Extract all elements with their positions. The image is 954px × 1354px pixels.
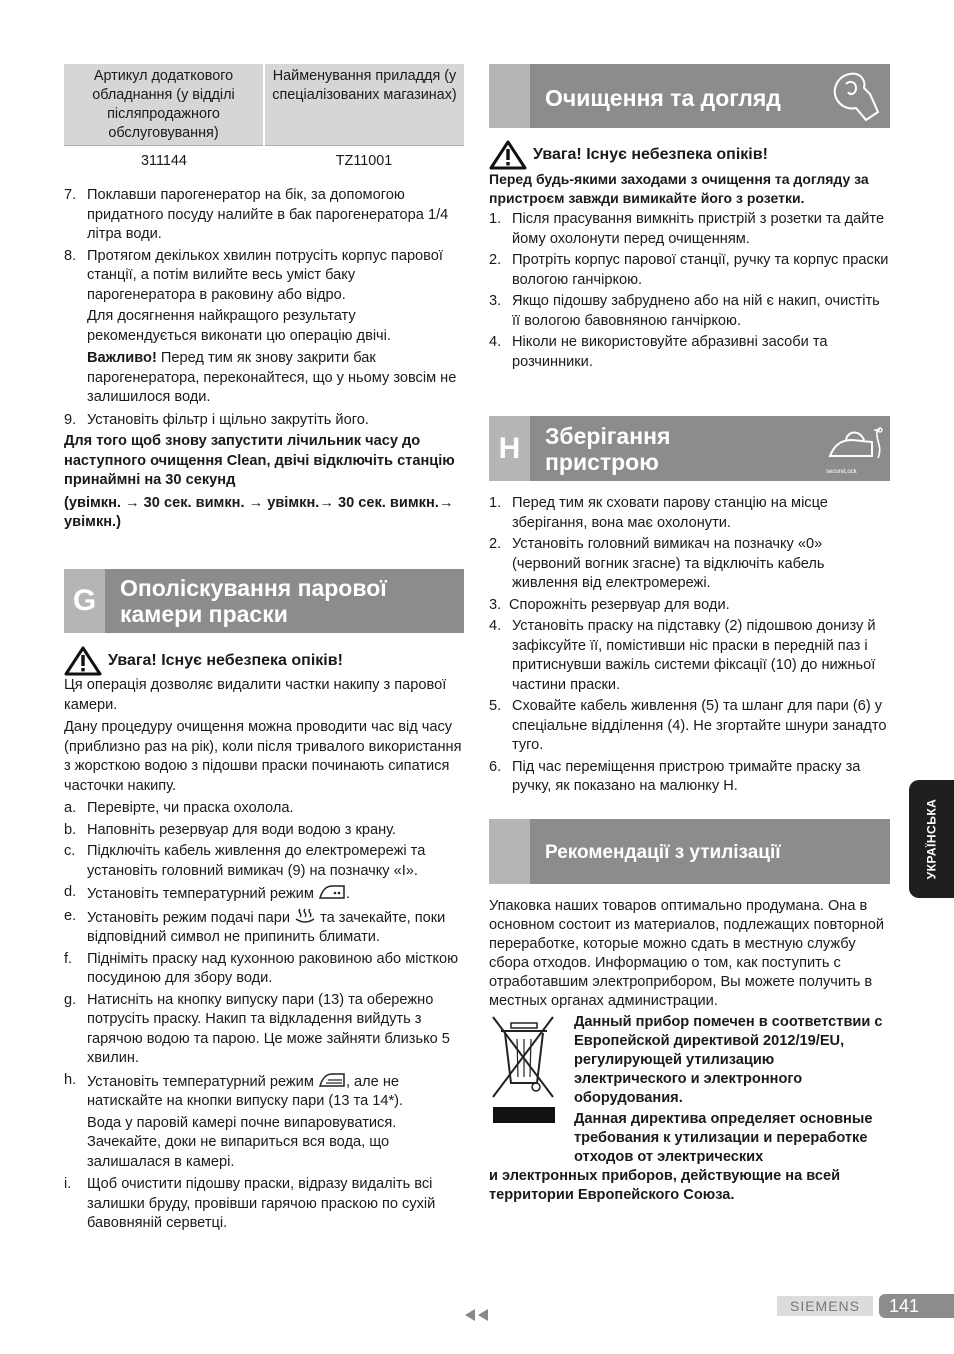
section-header-g bbox=[64, 569, 464, 633]
section-letter: H bbox=[489, 416, 530, 481]
section-title: Очищення та догляд bbox=[545, 85, 781, 111]
page-navigation[interactable] bbox=[464, 1308, 490, 1322]
directive-requirements: Данная директива определяет основные требования к утилизации и переработке отходов от электрических bbox=[574, 1111, 873, 1165]
list-item: b. Наповніть резервуар для води водою з крану. bbox=[64, 821, 397, 838]
counter-reset-note: Для того щоб знову запустити лічильник часу до наступного очищення Clean, двічі відключіть станцію принаймні на 30 секунд bbox=[64, 433, 455, 488]
list-item: 3. Спорожніть резервуар для води. bbox=[489, 596, 730, 613]
section-header-disposal bbox=[489, 819, 890, 884]
list-item: h. Установіть температурний режим , але не натискайте на кнопки випуску пари (13 та 14*). bbox=[64, 1071, 404, 1109]
warning-triangle-icon bbox=[489, 140, 527, 170]
weee-symbol bbox=[489, 1013, 574, 1167]
list-item: i. Щоб очистити підошву праски, відразу видаліть всі залишки бруду, провівши гарячою праскою по сухій бавовняній серветці. bbox=[64, 1176, 436, 1231]
list-item: 1. Перед тим як сховати парову станцію на місце зберігання, вона має охолонути. bbox=[489, 495, 828, 531]
list-item: 5. Сховайте кабель живлення (5) та шланг для пари (6) у спеціальне відділення (4). Не згортайте шнури занадто туго. bbox=[489, 698, 887, 753]
hand-wipe-icon bbox=[826, 68, 884, 124]
list-item: 6. Під час переміщення пристрою тримайте праску за ручку, як показано на малюнку H. bbox=[489, 758, 861, 794]
weee-directive-note: Данный прибор помечен в соответствии с Европейской директивой 2012/19/EU, регулирующей утилизацию электрического и электронного оборудования. bbox=[574, 1014, 883, 1106]
burn-warning: Увага! Існує небезпека опіків! bbox=[64, 646, 464, 676]
list-item: 4. Ніколи не використовуйте абразивні засоби та розчинники. bbox=[489, 334, 828, 370]
paragraph: Ця операція дозволяє видалити частки накипу з парової камери. bbox=[64, 677, 447, 713]
warning-triangle-icon bbox=[64, 646, 102, 676]
important-note: Важливо! Перед тим як знову закрити бак парогенератора, переконайтеся, що у ньому зовсім не залишилося води. bbox=[87, 350, 457, 405]
section-title: Рекомендації з утилізації bbox=[545, 842, 781, 863]
brand-label: SIEMENS bbox=[777, 1296, 873, 1316]
table-cell-article: 311144 bbox=[64, 146, 264, 176]
list-item: 8. Протягом декількох хвилин потрусіть корпус парової станції, а потім вилийте весь уміст баку парогенератора в раковину або відро. bbox=[64, 247, 443, 303]
cleaning-section bbox=[489, 140, 890, 374]
accessory-table bbox=[64, 64, 464, 175]
language-tab: УКРАЇНСЬКА bbox=[909, 780, 954, 898]
list-item: 7. Поклавши парогенератор на бік, за допомогою придатного посуду налийте в бак парогенератора 1/4 літра води. bbox=[64, 187, 449, 242]
list-item: a. Перевірте, чи праска охолола. bbox=[64, 800, 294, 816]
list-item: 2. Протріть корпус парової станції, ручку та корпус праски вологою ганчіркою. bbox=[489, 252, 889, 288]
double-triangle-back-icon[interactable] bbox=[464, 1308, 490, 1322]
disposal-section bbox=[489, 897, 890, 1208]
list-item: c. Підключіть кабель живлення до електромережі та установіть головний вимикач (9) на позначку «I». bbox=[64, 843, 426, 879]
table-header-name: Найменування приладдя (у спеціалізованих магазинах) bbox=[264, 64, 464, 146]
list-item: g. Натисніть на кнопку випуску пари (13) та обережно потрусіть праску. Накип та відкладення вийдуть з гарячою водою та парою. Це може зайняти близько 5 хвилин. bbox=[64, 991, 450, 1066]
section-title: Зберігання пристрою bbox=[545, 423, 671, 475]
section-header-cleaning bbox=[489, 64, 890, 128]
list-item: f. Підніміть праску над кухонною раковиною або місткою посудиною для збору води. bbox=[64, 950, 459, 986]
storage-section bbox=[489, 494, 890, 799]
paragraph: Вода у паровій камері почне випаровуватися. Зачекайте, доки не випариться вся вода, що залишалася в камері. bbox=[87, 1114, 397, 1170]
rinse-section bbox=[64, 646, 464, 1236]
list-item: 2. Установіть головний вимикач на позначку «0» (червоний вогник згасне) та відключіть кабель живлення від електромережі. bbox=[489, 536, 825, 591]
iron-max-temperature-icon bbox=[318, 1071, 346, 1089]
secure-lock-icon: secureLock bbox=[826, 422, 884, 476]
note-paragraph: Для досягнення найкращого результату рекомендується виконати цю операцію двічі. bbox=[87, 308, 391, 344]
table-cell-name: TZ11001 bbox=[264, 146, 464, 176]
crossed-bin-icon bbox=[489, 1013, 559, 1125]
list-item: 3. Якщо підошву забруднено або на ній є накип, очистіть її вологою бавовняною ганчіркою. bbox=[489, 293, 880, 329]
list-item: 9. Установіть фільтр і щільно закрутіть його. bbox=[64, 411, 369, 428]
list-item: e. Установіть режим подачі пари та зачекайте, поки відповідний символ не припинить блимати. bbox=[64, 907, 446, 945]
steam-icon bbox=[294, 907, 316, 925]
section-title: Ополіскування парової камери праски bbox=[120, 575, 387, 627]
directive-requirements-cont: и электронных приборов, действующие на всей территории Европейского Союза. bbox=[489, 1168, 841, 1203]
page-number: 141 bbox=[879, 1294, 954, 1318]
descaling-steps bbox=[64, 186, 464, 536]
list-item: d. Установіть температурний режим . bbox=[64, 884, 350, 902]
section-letter: G bbox=[64, 569, 105, 633]
paragraph: Упаковка наших товаров оптимально продумана. Она в основном состоит из материалов, подлежащих повторной переработке, которые можно сдать в местную службу сбора отходов. Информацию о том, как поступить с отработавшим электроприбором, Вы можете получить в местных органах администрации. bbox=[489, 898, 885, 1009]
table-header-article: Артикул додаткового обладнання (у відділі післяпродажного обслуговування) bbox=[64, 64, 264, 146]
unplug-note: Перед будь-якими заходами з очищення та догляду за пристроєм завжди вимикайте його з розетки. bbox=[489, 171, 869, 206]
list-item: 4. Установіть праску на підставку (2) підошвою донизу й зафіксуйте її, помістивши ніс праски в передній паз і притиснувши важіль системи фіксації (10) до нижньої частини праски. bbox=[489, 618, 876, 693]
section-header-h bbox=[489, 416, 890, 481]
paragraph: Дану процедуру очищення можна проводити час від часу (приблизно раз на рік), коли після тривалого використання з жорсткою водою з підошви праски починають сипатися часточки накипу. bbox=[64, 719, 462, 794]
iron-temperature-icon bbox=[318, 883, 346, 901]
counter-reset-sequence: (увімкн. → 30 сек. вимкн. → увімкн.→ 30 сек. вимкн.→ увімкн.) bbox=[64, 494, 454, 530]
list-item: 1. Після прасування вимкніть пристрій з розетки та дайте йому охолонути перед очищенням. bbox=[489, 211, 885, 247]
burn-warning: Увага! Існує небезпека опіків! bbox=[489, 140, 890, 170]
